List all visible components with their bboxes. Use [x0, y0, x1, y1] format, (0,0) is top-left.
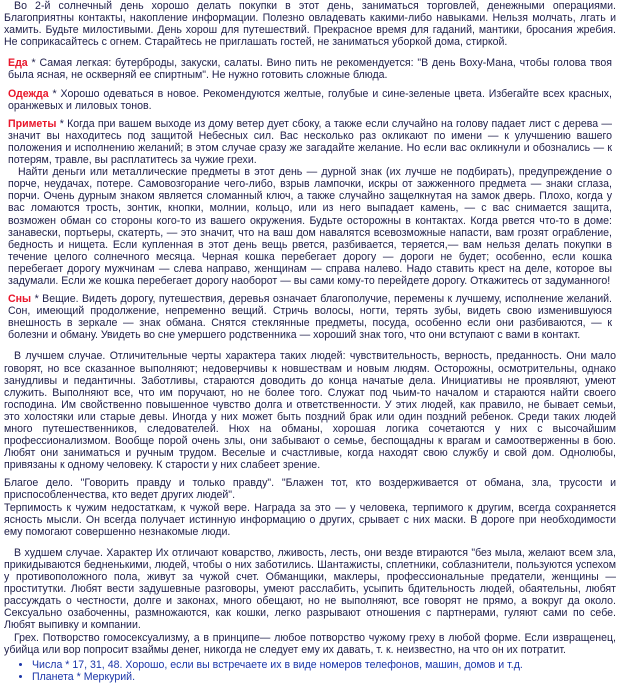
blessing-paragraph: Благое дело. "Говорить правду и только правду". "Блажен тот, кто воздерживается от обмана, зла, трусости и приспособленчества, кто ведет других людей". — [4, 477, 616, 502]
clothing-text: * Хорошо одеваться в новое. Рекомендуются желтые, голубые и сине-зеленые цвета. Избегайте всех красных, оранжевых и лиловых тонов. — [8, 87, 612, 112]
clothing-label: Одежда — [8, 87, 49, 100]
list-item — [32, 671, 616, 683]
omens-paragraph — [8, 118, 612, 166]
dreams-text: * Вещие. Видеть дорогу, путешествия, деревья означает благополучие, перемены к лучшему, исполнение желаний. Сон, имеющий продолжение, непременно вещий. Стричь волосы, ногти, терять зубы, видеть свою изменившуюся внешность в зеркале — знак обмана. Снятся стеклянные предметы, посуда, особенно если они разбиваются, — к болезни и обману. Увидеть во сне умершего родственника — хороший знак того, что они вступают с вами в контакт. — [8, 293, 612, 342]
worst-case-paragraph: В худшем случае. Характер Их отличают коварство, лживость, лесть, они везде втираются "без мыла, желают всем зла, прикидываются бедненькими, людей, чтобы о них заботились. Шантажисты, сплетники, соблазнители, пользуются успехом у противоположного пола, живут за чужой счет. Обманщики, маклеры, профессиональные предатели, женщины — проститутки. Любят вести задушевные разговоры, умеют расслабить, усыпить бдительность людей, обаятельны, любят рассуждать о честности, долге и законах, много обещают, но не выполняют, все говорят не прямо, а вокруг да около. Сексуально озабоченны, размножаются, как кошки, легко разрывают отношения с партнерами, гуляют сами по себе. Любят выпивку и компании. — [4, 546, 616, 632]
food-paragraph — [8, 57, 612, 81]
day-details — [4, 57, 616, 341]
clothing-paragraph — [8, 88, 612, 112]
omens-text: * Когда при вашем выходе из дому ветер дует сбоку, а также если случайно на голову падает лист с дерева — значит вы находитесь под защитой Небесных сил. Вас несколько раз окликают по имени — к улучшению вашего положения и исполнению желаний; в этом случае сразу же загадайте желание. Но если вас окликнули и обознались — к потерям, травле, вы расплатитесь за чужие грехи. — [8, 117, 612, 167]
best-case-paragraph: В лучшем случае. Отличительные черты характера таких людей: чувствительность, верность, преданность. Они мало говорят, но все сказанное выполняют; недоверчивы к новшествам и новым людям. Осторожны, осмотрительны, однако занудливы и педантичны. Заботливы, стараются доводить до конца начатые дела. Инициативы не проявляют, умеют служить. Выполняют все, что им поручают, но не более того. Служат под чьим-то началом и стараются найти своего господина. Им свойственно повышенное чувство долга и ответственности. У этих людей, как правило, не бывает семьи, это холостяки или старые девы. Иногда у них может быть поздний брак или один поздний ребенок. Среди таких людей много путешественников, следователей. Нюх на обманы, хорошая логика сочетаются у них с высочайшим профессионализмом. Вообще порой очень злы, они забывают о семье, беспощадны к врагам и самоотверженны в бою. Любят они заниматься и ручным трудом. Веселые и счастливые, когда находят свою службу и свой дом. Однолюбы, привязаны к одному человеку. К старости у них слабеет зрение. — [4, 350, 616, 472]
dreams-paragraph — [8, 293, 612, 341]
food-text: * Самая легкая: бутерброды, закуски, салаты. Вино пить не рекомендуется: "В день Воху-Мана, чтобы голова твоя была ясная, не оскверняй ее спиртным". Не нужно готовить сложные блюда. — [8, 57, 612, 82]
omens-label: Приметы — [8, 117, 57, 130]
tolerance-paragraph: Терпимость к чужим недостаткам, к чужой вере. Награда за это — у человека, терпимого к другим, всегда сохраняется ясность мысли. Он всегда получает истинную информацию о других, срывает с них маски. В дороге при необходимости ему помогают совершенно незнакомые люди. — [4, 501, 616, 538]
numbers-text: Числа * 17, 31, 48. Хорошо, если вы встречаете их в виде номеров телефонов, машин, домов и т.д. — [32, 658, 523, 671]
dreams-label: Сны — [8, 293, 32, 306]
omens-extra-paragraph: Найти деньги или металлические предметы в этот день — дурной знак (их лучше не подбирать), предупреждение о порче, неудачах, потере. Самовозгорание чего-либо, взрыв лампочки, искры от зажженного предмета — знаки сглаза, порчи. Очень дурным знаком является сломанный ключ, а также случайно защелкнутая на замок дверь. Плохо, когда у вас ломаются трость, зонтик, кнопки, молнии, кольцо, или из него выпадает камень, — с вас снимается защита, возможен обман со стороны кого-то из вашего окружения. Будьте осторожны в контактах. Когда рвется что-то в доме: занавески, портьеры, скатерть, — это значит, что на ваш дом навалятся всевозможные напасти, вам грозят ограбление, бедность и нищета. Если купленная в этот день вещь рвется, разбивается, теряется,— вам нельзя делать покупки в течение целого солнечного месяца. Черная кошка перебегает дорогу — дороги не будет; особенно, если кошка перебегает дорогу мужчинам — слева направо, женщинам — справа налево. Надо ставить крест на деле, которое вы задумали. Если же кошка перебегает дорогу наоборот — вы сами кому-то перейдете дорогу. Откажитесь от задуманного! — [8, 166, 612, 287]
food-label: Еда — [8, 57, 28, 70]
sin-paragraph: Грех. Потворство гомосексуализму, а в принципе— любое потворство чужому греху в любой форме. Если извращенец, убийца или вор попросит взаймы денег, никогда не следует ему их давать, т. к. неизвестно, на что он их потратит. — [4, 631, 616, 656]
intro-paragraph: Во 2-й солнечный день хорошо делать покупки в этот день, заниматься торговлей, денежными операциями. Благоприятны контакты, накопление информации. Полезно овладевать какими-либо навыками. Нельзя молчать, лгать и хамить. Будьте милостивыми. День хорош для путешествий. Прекрасное время для гаданий, мантики, бросания жребия. Не соприкасайтесь с огнем. Старайтесь не приглашать гостей, не заниматься уборкой дома, стиркой. — [4, 0, 616, 49]
list-item — [32, 659, 616, 671]
facts-list — [4, 659, 616, 683]
planet-text: Планета * Меркурий. — [32, 670, 136, 683]
